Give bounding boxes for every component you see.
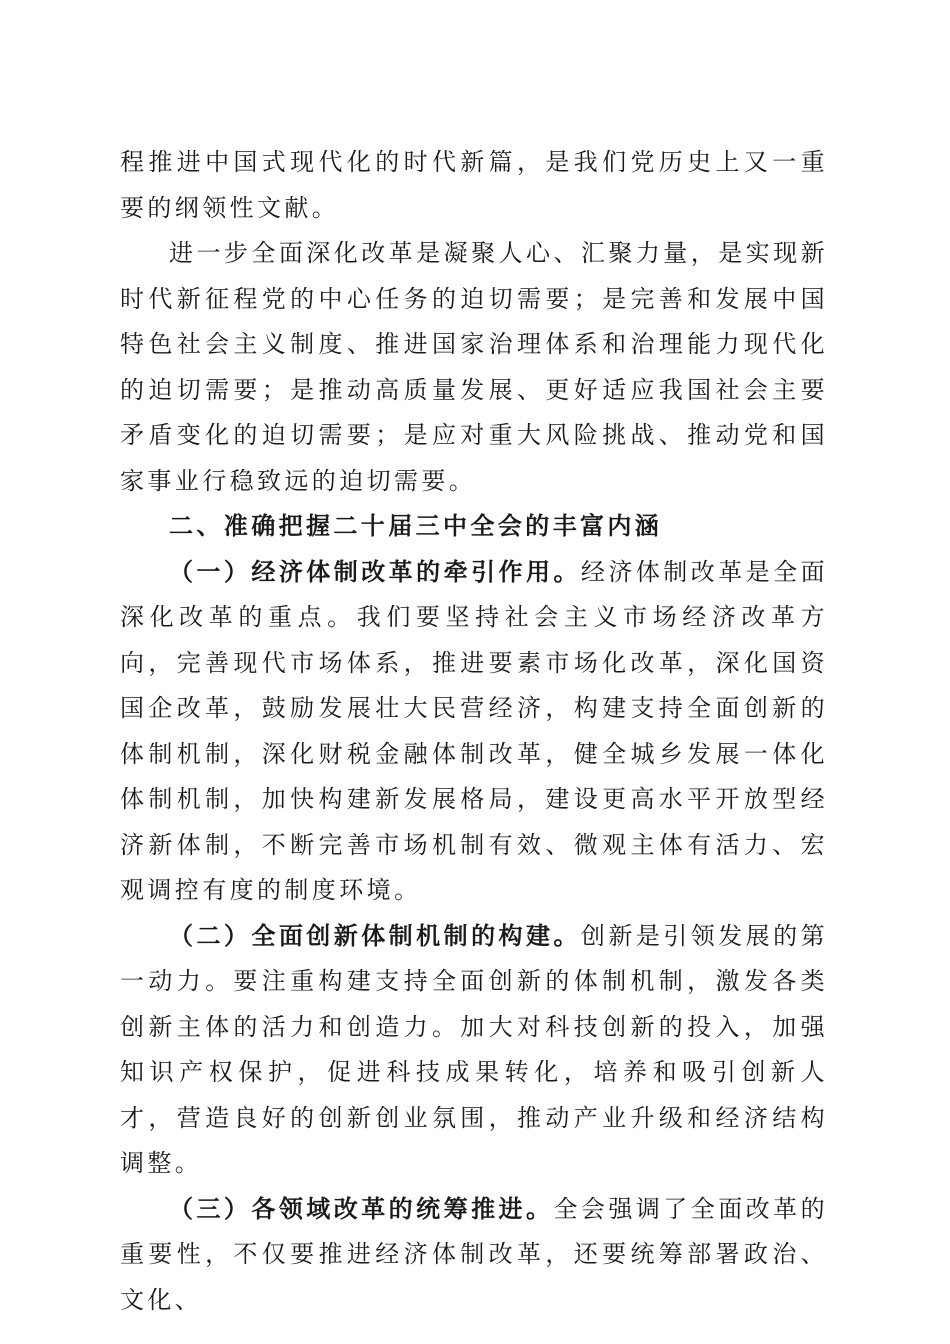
paragraph-necessity: 进一步全面深化改革是凝聚人心、汇聚力量，是实现新时代新征程党的中心任务的迫切需要；是完善和发展中国特色社会主义制度、推进国家治理体系和治理能力现代化的迫切需要；是推动高质量发展、更好适应我国社会主要矛盾变化的迫切需要；是应对重大风险挑战、推动党和国家事业行稳致远的迫切需要。 [120,239,828,495]
subsection-1-heading: （一）经济体制改革的牵引作用。 [169,557,581,586]
subsection-3-heading: （三）各领域改革的统筹推进。 [169,1194,554,1223]
section-heading: 二、准确把握二十届三中全会的丰富内涵 [169,512,663,540]
subsection-2-heading: （二）全面创新体制机制的构建。 [169,921,581,950]
subsection-1-body: 经济体制改革是全面深化改革的重点。我们要坚持社会主义市场经济改革方向，完善现代市场体系，推进要素市场化改革，深化国资国企改革，鼓励发展壮大民营经济，构建支持全面创新的体制机制，深化财税金融体制改革，健全城乡发展一体化体制机制，加快构建新发展格局，建设更高水平开放型经济新体制，不断完善市场机制有效、微观主体有活力、宏观调控有度的制度环境。 [120,557,828,904]
subsection-3 [120,1187,828,1324]
subsection-3-body: 全会强调了全面改革的重要性，不仅要推进经济体制改革，还要统筹部署政治、文化、 [120,1194,828,1314]
subsection-1 [120,550,828,914]
document-page [120,140,828,1323]
subsection-2 [120,914,828,1187]
subsection-2-body: 创新是引领发展的第一动力。要注重构建支持全面创新的体制机制，激发各类创新主体的活力和创造力。加大对科技创新的投入，加强知识产权保护，促进科技成果转化，培养和吸引创新人才，营造良好的创新创业氛围，推动产业升级和经济结构调整。 [120,921,828,1177]
paragraph-continued: 程推进中国式现代化的时代新篇，是我们党历史上又一重要的纲领性文献。 [120,148,828,222]
